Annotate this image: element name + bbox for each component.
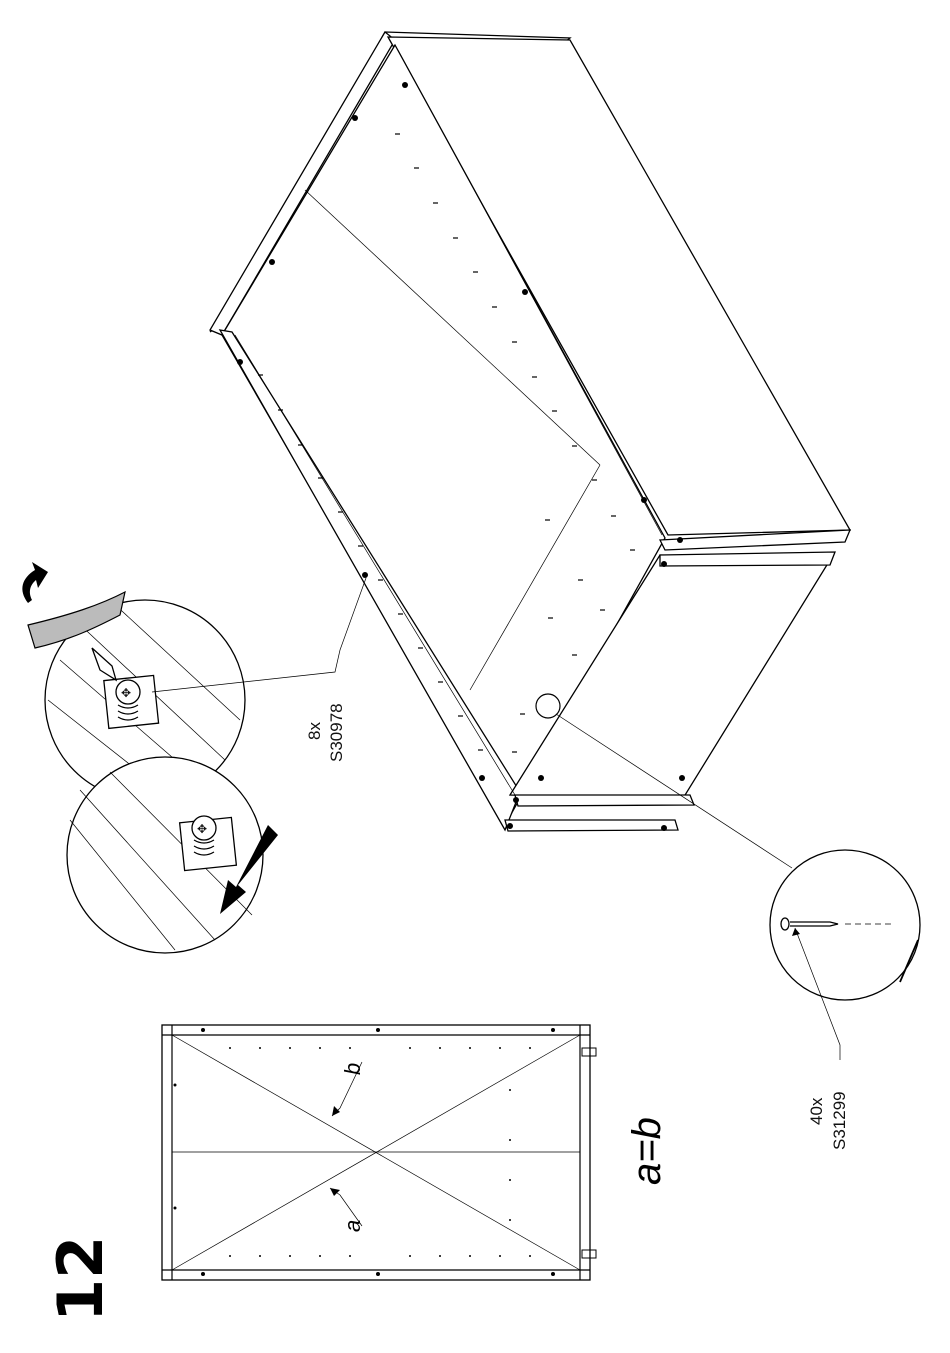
plinth-board-lower	[660, 552, 835, 566]
callout-count-cam: 8x	[305, 722, 324, 740]
diagonal-check-figure	[162, 1025, 596, 1280]
detail-circle-nail	[770, 850, 920, 1000]
step-number: 12	[44, 1235, 117, 1322]
callout-count-nail: 40x	[807, 1097, 826, 1125]
nail-detail	[770, 850, 920, 1060]
nail-head	[781, 918, 789, 930]
diagonal-label-a: a	[340, 1219, 365, 1232]
cam-fitting-detail	[22, 562, 366, 953]
diagonal-label-b: b	[340, 1062, 365, 1075]
diagonal-equation: a=b	[625, 1117, 669, 1185]
plinth-board-front-1	[515, 795, 694, 806]
rotate-arrow-icon	[22, 562, 48, 603]
callout-part-cam: S30978	[327, 703, 346, 762]
svg-text:✥: ✥	[197, 822, 208, 836]
plinth-board-front-2	[505, 820, 678, 831]
callout-part-nail: S31299	[830, 1091, 849, 1150]
svg-text:✥: ✥	[121, 686, 132, 700]
cabinet-carcass	[210, 32, 850, 868]
